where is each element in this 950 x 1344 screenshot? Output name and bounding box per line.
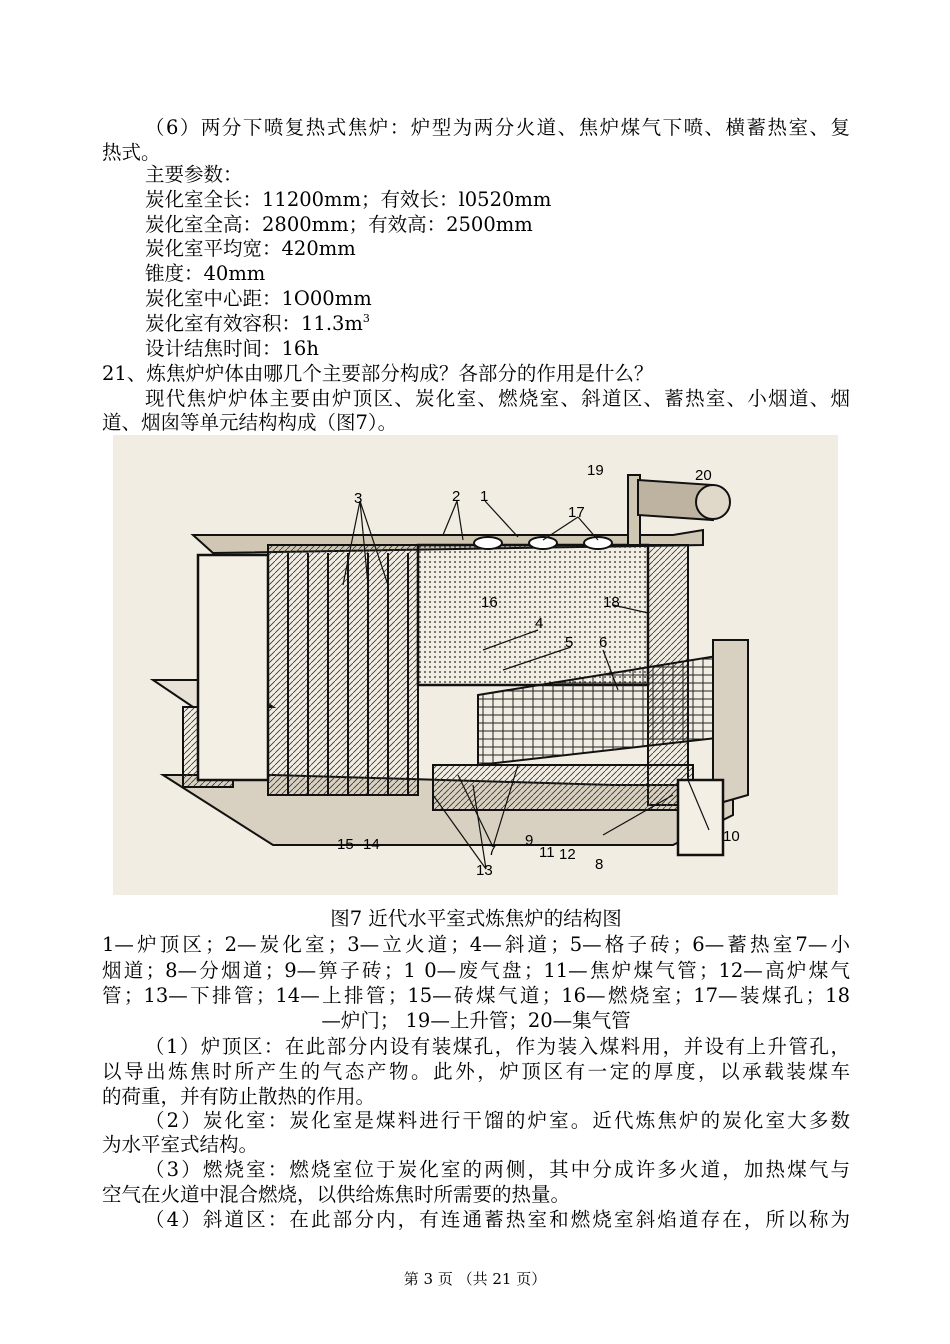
callout-5: 5 — [565, 634, 574, 651]
legend-line: 烟道；8—分烟道；9—箅子砖；1 0—废气盘；11—焦炉煤气管；12—高炉煤气 — [102, 959, 850, 982]
callout-2: 2 — [452, 488, 461, 505]
paragraph-line: （2）炭化室：炭化室是煤料进行干馏的炉室。近代炼焦炉的炭化室大多数 — [145, 1109, 850, 1132]
paragraph-line: 以导出炼焦时所产生的气态产物。此外，炉顶区有一定的厚度，以承载装煤车 — [102, 1060, 850, 1083]
text-line: 炭化室平均宽：420mm — [145, 237, 356, 260]
text-line: 锥度：40mm — [145, 262, 266, 285]
text-line: （6）两分下喷复热式焦炉：炉型为两分火道、焦炉煤气下喷、横蓄热室、复 — [145, 116, 850, 139]
callout-10: 10 — [723, 828, 740, 845]
paragraph-line: 为水平室式结构。 — [102, 1133, 259, 1156]
question-heading: 21、炼焦炉炉体由哪几个主要部分构成？各部分的作用是什么？ — [102, 362, 654, 385]
legend-line: 管；13—下排管；14—上排管；15—砖煤气道；16—燃烧室；17—装煤孔；18 — [102, 984, 850, 1007]
text-line: 现代焦炉炉体主要由炉顶区、炭化室、燃烧室、斜道区、蓄热室、小烟道、烟 — [145, 387, 850, 410]
text-line: 主要参数： — [145, 163, 243, 186]
paragraph-line: （4）斜道区：在此部分内，有连通蓄热室和燃烧室斜焰道存在，所以称为 — [145, 1208, 850, 1231]
page-footer: 第 3 页 （共 21 页） — [403, 1270, 547, 1288]
callout-9: 9 — [525, 832, 534, 849]
callout-3: 3 — [354, 490, 363, 507]
volume-text: 炭化室有效容积：11.3m — [145, 312, 363, 335]
callout-11: 11 — [539, 844, 555, 861]
text-line — [145, 311, 370, 336]
callout-15: 15 — [337, 836, 354, 853]
figure-caption: 图7 近代水平室式炼焦炉的结构图 — [330, 907, 622, 930]
text-line: 炭化室全高：2800mm；有效高：2500mm — [145, 213, 533, 236]
paragraph-line: （3）燃烧室：燃烧室位于炭化室的两侧，其中分成许多火道，加热煤气与 — [145, 1158, 850, 1181]
paragraph-line: （1）炉顶区：在此部分内设有装煤孔，作为装入煤料用，并设有上升管孔， — [145, 1035, 850, 1058]
legend-line: 1—炉顶区；2—炭化室；3—立火道；4—斜道；5—格子砖；6—蓄热室7—小 — [102, 933, 850, 956]
callout-18: 18 — [603, 594, 620, 611]
callout-16: 16 — [481, 594, 498, 611]
coke-oven-diagram — [113, 435, 838, 895]
text-line: 炭化室中心距：1O00mm — [145, 287, 372, 310]
callout-13: 13 — [476, 862, 493, 879]
text-line: 设计结焦时间：16h — [145, 337, 319, 360]
paragraph-line: 空气在火道中混合燃烧，以供给炼焦时所需要的热量。 — [102, 1183, 571, 1206]
text-line: 炭化室全长：11200mm；有效长：l0520mm — [145, 188, 552, 211]
callout-20: 20 — [695, 467, 712, 484]
callout-7: 7 — [488, 842, 497, 859]
callout-14: 14 — [363, 836, 380, 853]
text-line: 热式。 — [102, 141, 161, 164]
callout-1: 1 — [480, 488, 489, 505]
callout-19: 19 — [587, 462, 604, 479]
paragraph-line: 的荷重，并有防止散热的作用。 — [102, 1085, 376, 1108]
text-line: 道、烟囱等单元结构构成（图7）。 — [102, 411, 398, 434]
legend-line: —炉门； 19—上升管；20—集气管 — [321, 1009, 631, 1032]
superscript: 3 — [362, 312, 370, 325]
callout-12: 12 — [559, 846, 576, 863]
callout-6: 6 — [599, 634, 608, 651]
callout-17: 17 — [568, 504, 585, 521]
callout-4: 4 — [535, 615, 544, 632]
callout-8: 8 — [595, 856, 604, 873]
